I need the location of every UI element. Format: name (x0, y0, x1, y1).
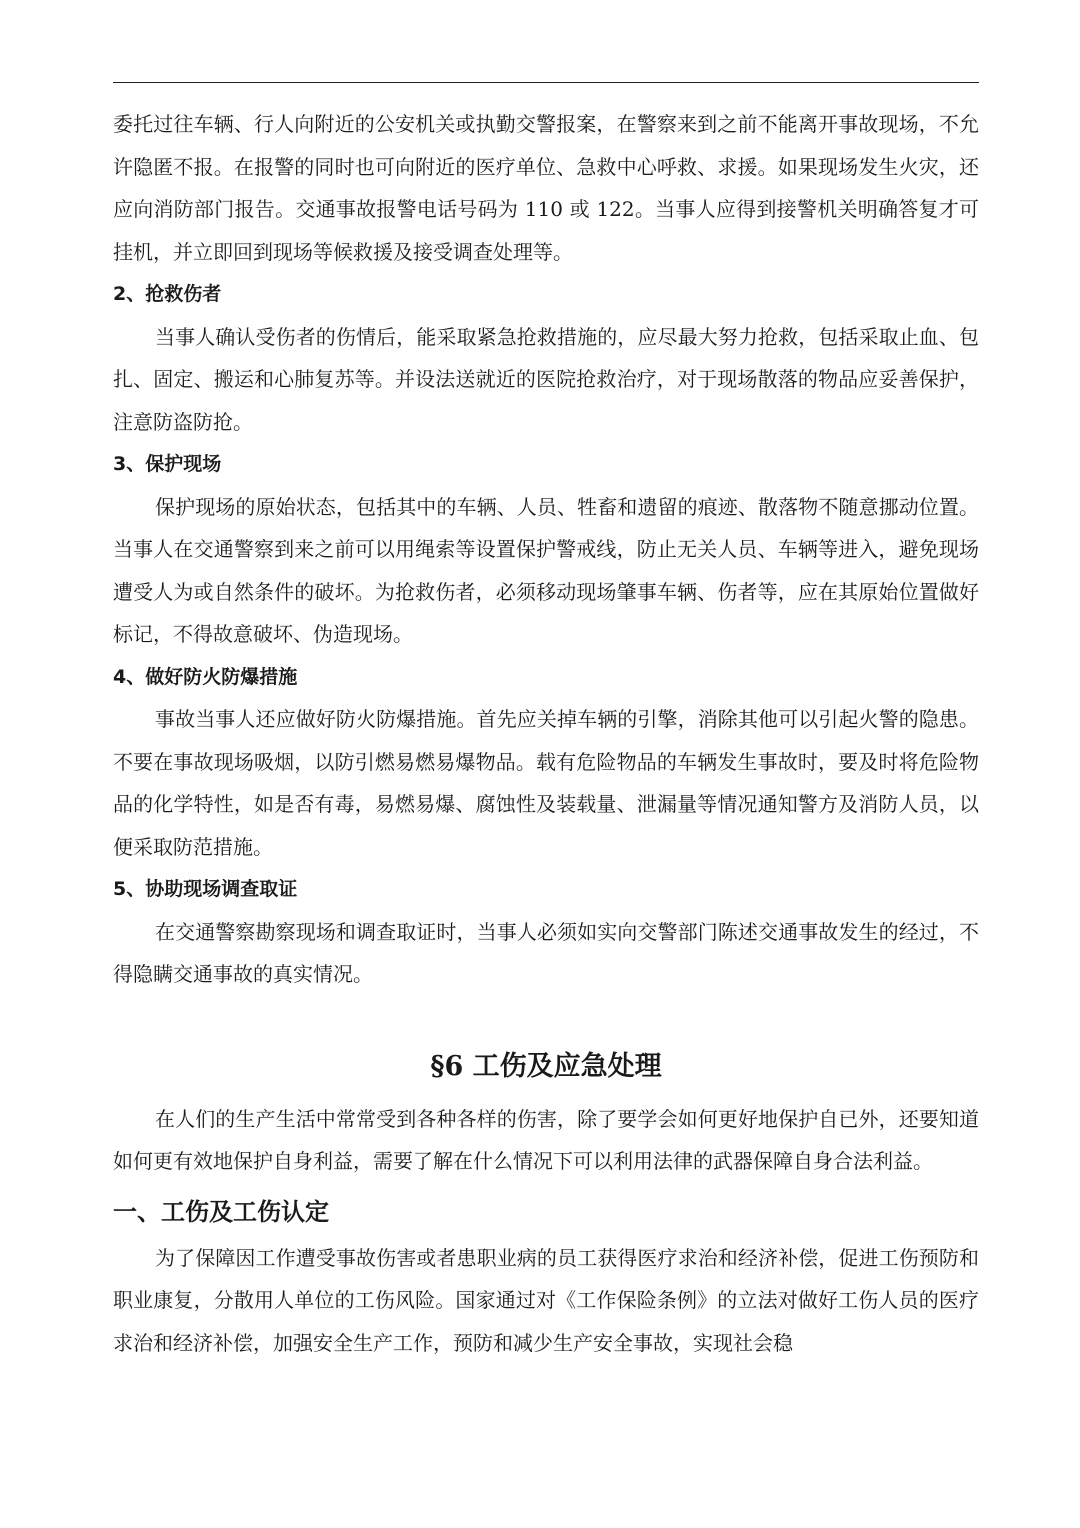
item-heading: 2、抢救伤者 (113, 283, 222, 305)
section-title: §6 工伤及应急处理 (430, 1050, 662, 1082)
page-content (113, 103, 979, 1364)
item-heading: 4、做好防火防爆措施 (113, 665, 298, 688)
chapter-heading: 一、工伤及工伤认定 (113, 1196, 329, 1226)
item-heading: 3、保护现场 (113, 453, 222, 475)
item-fire-prevention (113, 656, 979, 869)
section-intro: 在人们的生产生活中常常受到各种各样的伤害，除了要学会如何更好地保护自已外，还要知道如何更有效地保护自身利益，需要了解在什么情况下可以利用法律的武器保障自身合法利益。 (113, 1106, 979, 1173)
chapter-body: 为了保障因工作遭受事故伤害或者患职业病的员工获得医疗求治和经济补偿，促进工伤预防和职业康复，分散用人单位的工伤风险。国家通过对《工作保险条例》的立法对做好工伤人员的医疗求治和经济补偿，加强安全生产工作，预防和减少生产安全事故，实现社会稳 (113, 1245, 979, 1355)
item-rescue (113, 273, 979, 443)
header-rule (113, 82, 979, 83)
item-investigation (113, 868, 979, 996)
item-body: 在交通警察勘察现场和调查取证时，当事人必须如实向交警部门陈述交通事故发生的经过，不得隐瞒交通事故的真实情况。 (113, 919, 979, 986)
item-body: 当事人确认受伤者的伤情后，能采取紧急抢救措施的，应尽最大努力抢救，包括采取止血、包扎、固定、搬运和心肺复苏等。并设法送就近的医院抢救治疗，对于现场散落的物品应妥善保护，注意防盗防抢。 (113, 324, 979, 434)
item-body: 事故当事人还应做好防火防爆措施。首先应关掉车辆的引擎，消除其他可以引起火警的隐患。不要在事故现场吸烟，以防引燃易燃易爆物品。载有危险物品的车辆发生事故时，要及时将危险物品的化学特性，如是否有毒，易燃易爆、腐蚀性及装载量、泄漏量等情况通知警方及消防人员，以便采取防范措施。 (113, 707, 979, 859)
item-body: 保护现场的原始状态，包括其中的车辆、人员、牲畜和遗留的痕迹、散落物不随意挪动位置。当事人在交通警察到来之前可以用绳索等设置保护警戒线，防止无关人员、车辆等进入，避免现场遭受人为或自然条件的破坏。为抢救伤者，必须移动现场肇事车辆、伤者等，应在其原始位置做好标记，不得故意破坏、伪造现场。 (113, 494, 979, 646)
item-protect-scene (113, 443, 979, 656)
item-heading: 5、协助现场调查取证 (113, 878, 298, 900)
continuation-paragraph: 委托过往车辆、行人向附近的公安机关或执勤交警报案，在警察来到之前不能离开事故现场，不允许隐匿不报。在报警的同时也可向附近的医疗单位、急救中心呼救、求援。如果现场发生火灾，还应向消防部门报告。交通事故报警电话号码为 110 或 122。当事人应得到接警机关明确答复才可挂机，并立即回到现场等候救援及接受调查处理等。 (113, 112, 979, 264)
